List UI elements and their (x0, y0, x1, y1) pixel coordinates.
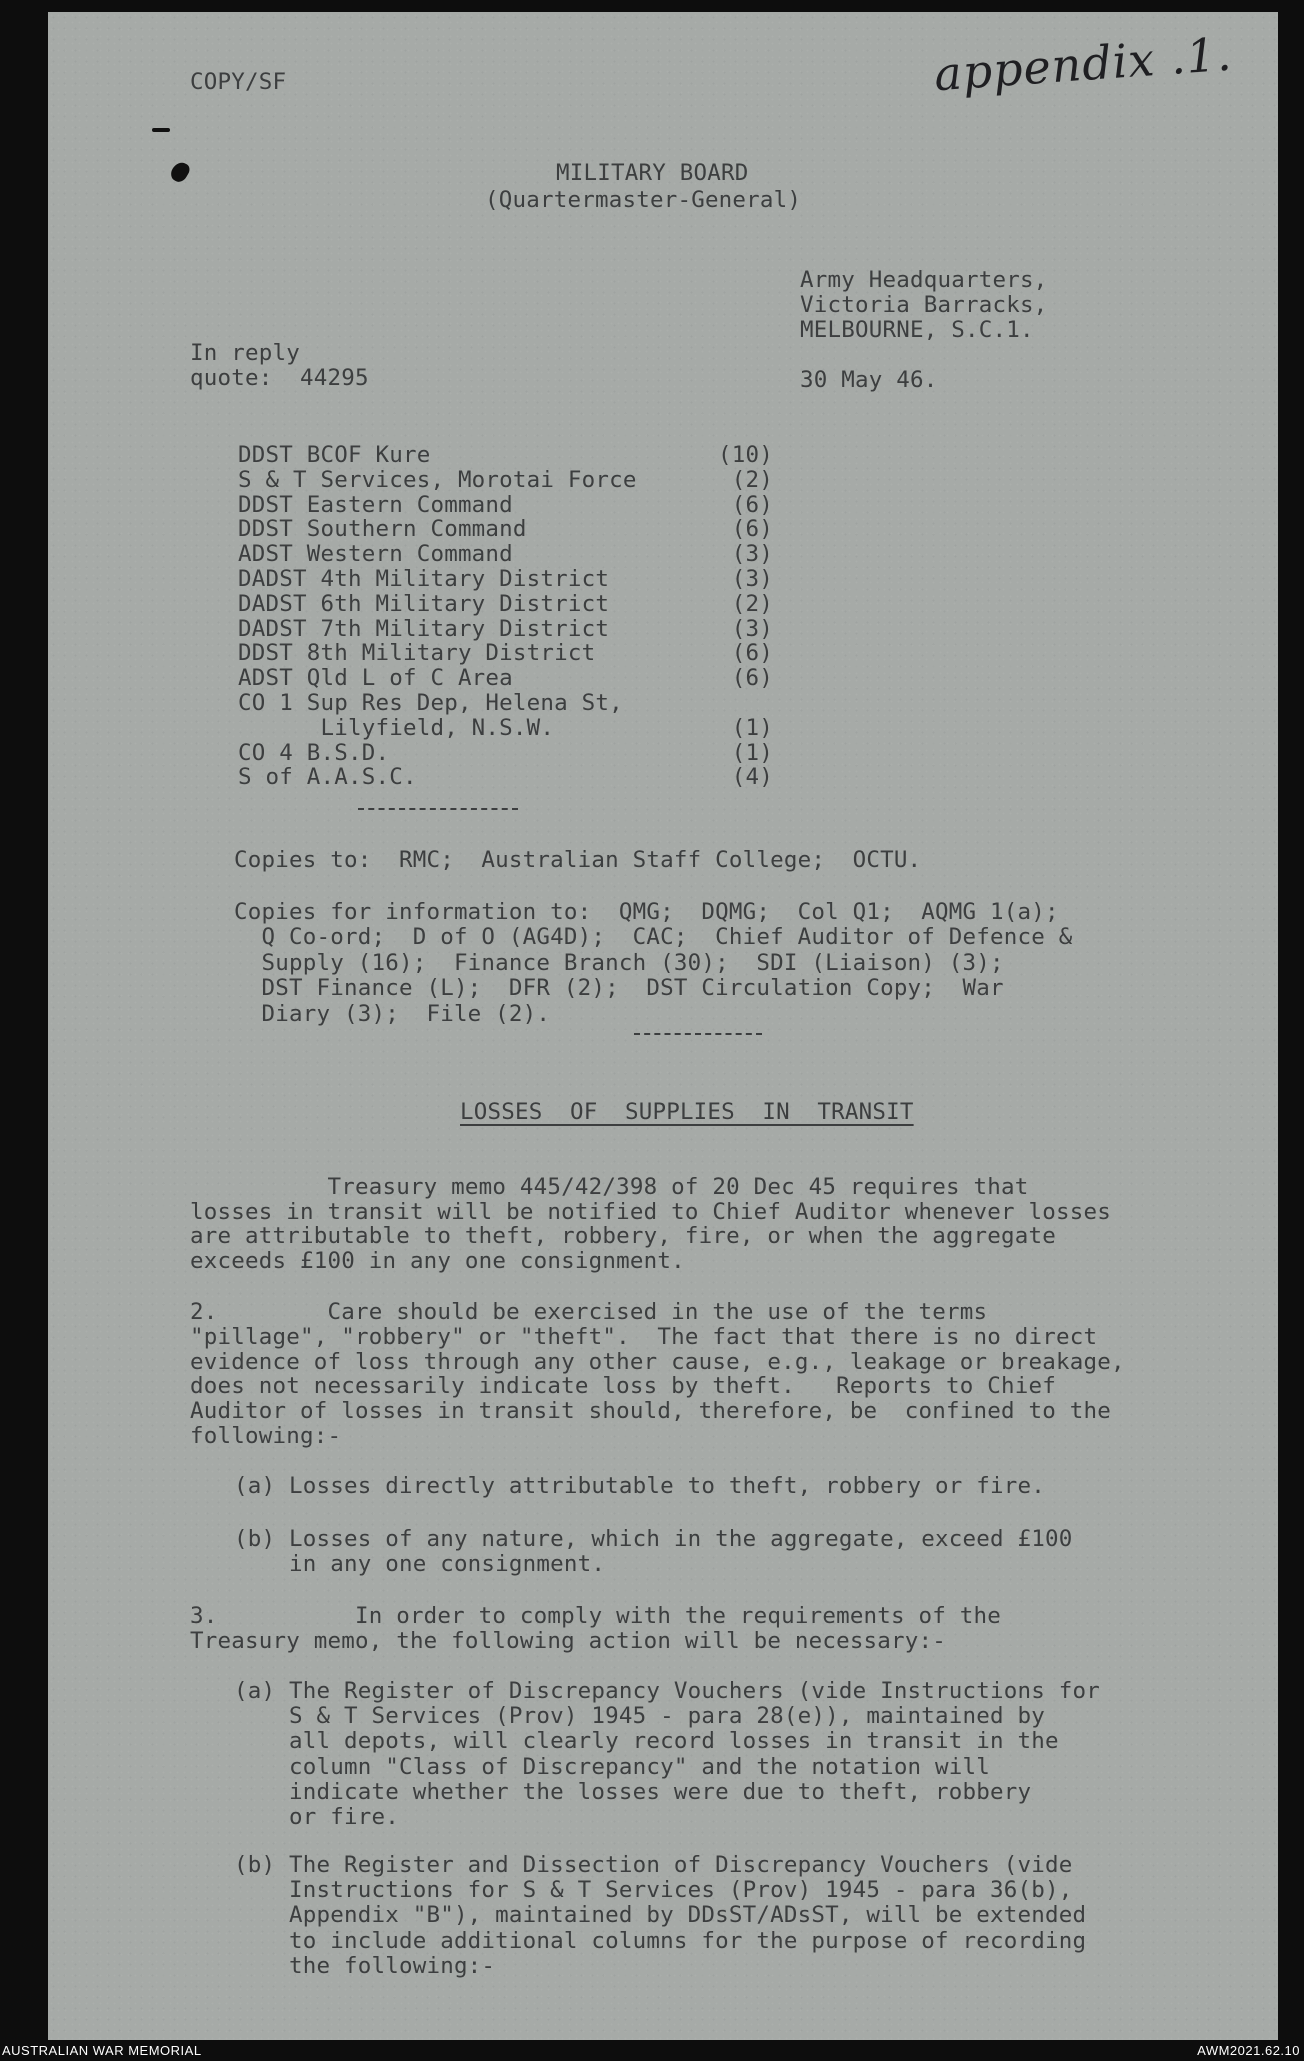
text-line: the following:- (234, 1952, 496, 1979)
distribution-addressee: DADST 7th Military District (238, 615, 610, 642)
ink-mark (152, 128, 170, 132)
text-line: (b) The Register and Dissection of Discrepancy Vouchers (vide (234, 1852, 1073, 1878)
text-line: Treasury memo, the following action will be necessary:- (190, 1627, 947, 1654)
distribution-copies: (6) (718, 665, 773, 692)
text-line: Copies for information to: QMG; DQMG; Col Q1; AQMG 1(a); (234, 899, 1059, 925)
distribution-copies: (2) (718, 590, 773, 617)
ink-blot (168, 159, 192, 184)
address-line: MELBOURNE, S.C.1. (800, 317, 1034, 343)
text-line: are attributable to theft, robbery, fire, or when the aggregate (190, 1223, 1057, 1250)
distribution-copies: (3) (718, 541, 773, 568)
org-title: MILITARY BOARD (556, 160, 749, 186)
footer-reference: AWM2021.62.10 (1197, 2043, 1300, 2058)
text-line: losses in transit will be notified to Chief Auditor whenever losses (190, 1198, 1111, 1225)
divider (358, 808, 518, 810)
reply-label: In reply (190, 340, 300, 366)
subject-heading: LOSSES OF SUPPLIES IN TRANSIT (460, 1099, 914, 1125)
distribution-addressee: S of A.A.S.C. (238, 764, 417, 791)
distribution-addressee: DDST BCOF Kure (238, 442, 431, 468)
distribution-row (238, 641, 778, 666)
text-line: Supply (16); Finance Branch (30); SDI (Liaison) (3); (234, 949, 1004, 976)
distribution-row (238, 542, 778, 567)
distribution-copies: (1) (718, 714, 773, 741)
distribution-addressee: DDST Eastern Command (238, 491, 513, 518)
distribution-row (238, 493, 778, 518)
text-line: Q Co-ord; D of O (AG4D); CAC; Chief Auditor of Defence & (234, 924, 1073, 951)
text-line: all depots, will clearly record losses in transit in the (234, 1728, 1059, 1755)
distribution-copies: (10) (718, 442, 773, 468)
text-line: column "Class of Discrepancy" and the notation will (234, 1753, 991, 1780)
distribution-addressee: CO 4 B.S.D. (238, 739, 390, 766)
distribution-addressee: S & T Services, Morotai Force (238, 466, 637, 493)
text-line: evidence of loss through any other cause, e.g., leakage or breakage, (190, 1348, 1125, 1375)
reply-reference: quote: 44295 (190, 365, 369, 391)
copies-to: Copies to: RMC; Australian Staff College; OCTU. (234, 847, 922, 873)
text-line: S & T Services (Prov) 1945 - para 28(e)), maintained by (234, 1703, 1046, 1730)
distribution-row (238, 517, 778, 542)
distribution-copies: (3) (718, 566, 773, 592)
distribution-addressee: ADST Western Command (238, 541, 513, 568)
divider (634, 1033, 762, 1035)
distribution-copies: (1) (718, 739, 773, 766)
distribution-row (238, 617, 778, 642)
text-line: to include additional columns for the purpose of recording (234, 1927, 1087, 1954)
distribution-row (238, 567, 778, 592)
text-line: or fire. (234, 1804, 399, 1830)
distribution-copies: (3) (718, 615, 773, 642)
text-line: Treasury memo 445/42/398 of 20 Dec 45 requires that (190, 1174, 1029, 1200)
distribution-addressee: ADST Qld L of C Area (238, 665, 513, 692)
text-line: Diary (3); File (2). (234, 1000, 551, 1027)
text-line: (b) Losses of any nature, which in the aggregate, exceed £100 (234, 1526, 1073, 1552)
text-line: (a) The Register of Discrepancy Vouchers (vide Instructions for (234, 1678, 1101, 1704)
distribution-copies: (6) (718, 640, 773, 667)
distribution-copies: (2) (718, 466, 773, 493)
distribution-row (238, 741, 778, 766)
distribution-addressee: DADST 6th Military District (238, 590, 610, 617)
handwritten-note: appendix .1. (932, 26, 1234, 102)
text-line: Appendix "B"), maintained by DDsST/ADsST, will be extended (234, 1902, 1087, 1929)
text-line: "pillage", "robbery" or "theft". The fact that there is no direct (190, 1323, 1098, 1350)
document-page (48, 12, 1278, 2040)
distribution-addressee: Lilyfield, N.S.W. (238, 714, 555, 741)
text-line: does not necessarily indicate loss by theft. Reports to Chief (190, 1373, 1057, 1400)
text-line: Instructions for S & T Services (Prov) 1945 - para 36(b), (234, 1877, 1073, 1904)
address-line: Army Headquarters, (800, 267, 1048, 293)
org-subtitle: (Quartermaster-General) (485, 187, 802, 213)
footer-credit: AUSTRALIAN WAR MEMORIAL (2, 2043, 202, 2058)
address-line: Victoria Barracks, (800, 292, 1048, 318)
text-line: indicate whether the losses were due to theft, robbery (234, 1778, 1032, 1805)
text-line: Auditor of losses in transit should, therefore, be confined to the (190, 1398, 1111, 1425)
distribution-row (238, 592, 778, 617)
distribution-row (238, 716, 778, 741)
distribution-copies: (6) (718, 491, 773, 518)
distribution-addressee: DDST 8th Military District (238, 640, 596, 667)
distribution-addressee: DDST Southern Command (238, 516, 527, 543)
distribution-row (238, 443, 778, 468)
text-line: 2. Care should be exercised in the use of the terms (190, 1299, 988, 1325)
text-line: exceeds £100 in any one consignment. (190, 1247, 685, 1274)
document-date: 30 May 46. (800, 367, 938, 393)
text-line: 3. In order to comply with the requirements of the (190, 1603, 1002, 1629)
distribution-row (238, 691, 778, 716)
text-line: in any one consignment. (234, 1550, 606, 1577)
distribution-copies: (6) (718, 516, 773, 543)
distribution-row (238, 765, 778, 790)
distribution-copies: (4) (718, 764, 773, 791)
distribution-row (238, 666, 778, 691)
distribution-addressee: DADST 4th Military District (238, 566, 610, 592)
distribution-row (238, 468, 778, 493)
paragraph-2-item-a: (a) Losses directly attributable to theft, robbery or fire. (234, 1473, 1046, 1499)
copy-mark: COPY/SF (190, 69, 287, 95)
distribution-addressee: CO 1 Sup Res Dep, Helena St, (238, 690, 623, 716)
text-line: DST Finance (L); DFR (2); DST Circulation Copy; War (234, 975, 1004, 1002)
text-line: following:- (190, 1423, 342, 1449)
